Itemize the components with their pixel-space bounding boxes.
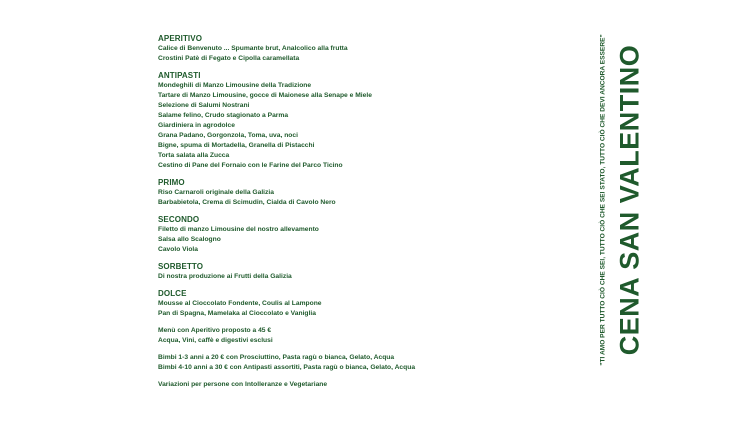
section-secondo <box>158 215 578 255</box>
menu-item: Cestino di Pane del Fornaio con le Farine del Parco Ticino <box>158 162 343 169</box>
menu-item: Mousse al Cioccolato Fondente, Coulis al Lampone <box>158 300 322 307</box>
menu-item: Salame felino, Crudo stagionato a Parma <box>158 112 289 119</box>
price-line: Menù con Aperitivo proposto a 45 € <box>158 327 272 334</box>
menu-item: Di nostra produzione ai Frutti della Galizia <box>158 273 292 280</box>
kids-block <box>158 353 578 373</box>
menu-item: Tartare di Manzo Limousine, gocce di Maionese alla Senape e Miele <box>158 92 372 99</box>
menu-item: Cavolo Viola <box>158 246 199 253</box>
menu-item: Pan di Spagna, Mamelaka al Cioccolato e Vaniglia <box>158 310 316 317</box>
section-antipasti <box>158 71 578 171</box>
section-primo <box>158 178 578 208</box>
menu-item: Crostini Patè di Fegato e Cipolla caramellata <box>158 55 300 62</box>
menu-item: Barbabietola, Crema di Scimudin, Cialda di Cavolo Nero <box>158 199 336 206</box>
menu-item: Filetto di manzo Limousine del nostro allevamento <box>158 226 319 233</box>
section-aperitivo <box>158 34 578 64</box>
kids-line: Bimbi 1-3 anni a 20 € con Prosciuttino, Pasta ragù o bianca, Gelato, Acqua <box>158 354 395 361</box>
menu-item: Bigne, spuma di Mortadella, Granella di Pistacchi <box>158 142 315 149</box>
section-dolce <box>158 289 578 319</box>
section-title: ANTIPASTI <box>158 71 201 80</box>
love-quote: "TI AMO PER TUTTO CIÒ CHE SEI, TUTTO CIÒ CHE SEI STATO, TUTTO CIÒ CHE DEVI ANCORA ESSERE" <box>599 34 607 366</box>
section-sorbetto <box>158 262 578 282</box>
variations-line: Variazioni per persone con Intolleranze e Vegetariane <box>158 381 328 388</box>
menu-item: Giardiniera in agrodolce <box>158 122 235 129</box>
extras-line: Acqua, Vini, caffè e digestivi esclusi <box>158 337 273 344</box>
section-title: APERITIVO <box>158 34 203 43</box>
variations-block <box>158 380 578 390</box>
section-title: SECONDO <box>158 215 200 224</box>
menu-column <box>158 34 578 397</box>
kids-line: Bimbi 4-10 anni a 30 € con Antipasti assortiti, Pasta ragù o bianca, Gelato, Acqua <box>158 364 416 371</box>
menu-item: Mondeghili di Manzo Limousine della Tradizione <box>158 82 312 89</box>
section-title: DOLCE <box>158 289 187 298</box>
menu-item: Calice di Benvenuto ... Spumante brut, Analcolico alla frutta <box>158 45 348 52</box>
menu-item: Selezione di Salumi Nostrani <box>158 102 250 109</box>
section-title: SORBETTO <box>158 262 204 271</box>
menu-item: Grana Padano, Gorgonzola, Toma, uva, noci <box>158 132 298 139</box>
section-title: PRIMO <box>158 178 185 187</box>
event-title: CENA SAN VALENTINO <box>614 44 645 356</box>
menu-item: Riso Carnaroli originale della Galizia <box>158 189 274 196</box>
menu-item: Torta salata alla Zucca <box>158 152 230 159</box>
price-block <box>158 326 578 346</box>
menu-item: Salsa allo Scalogno <box>158 236 221 243</box>
